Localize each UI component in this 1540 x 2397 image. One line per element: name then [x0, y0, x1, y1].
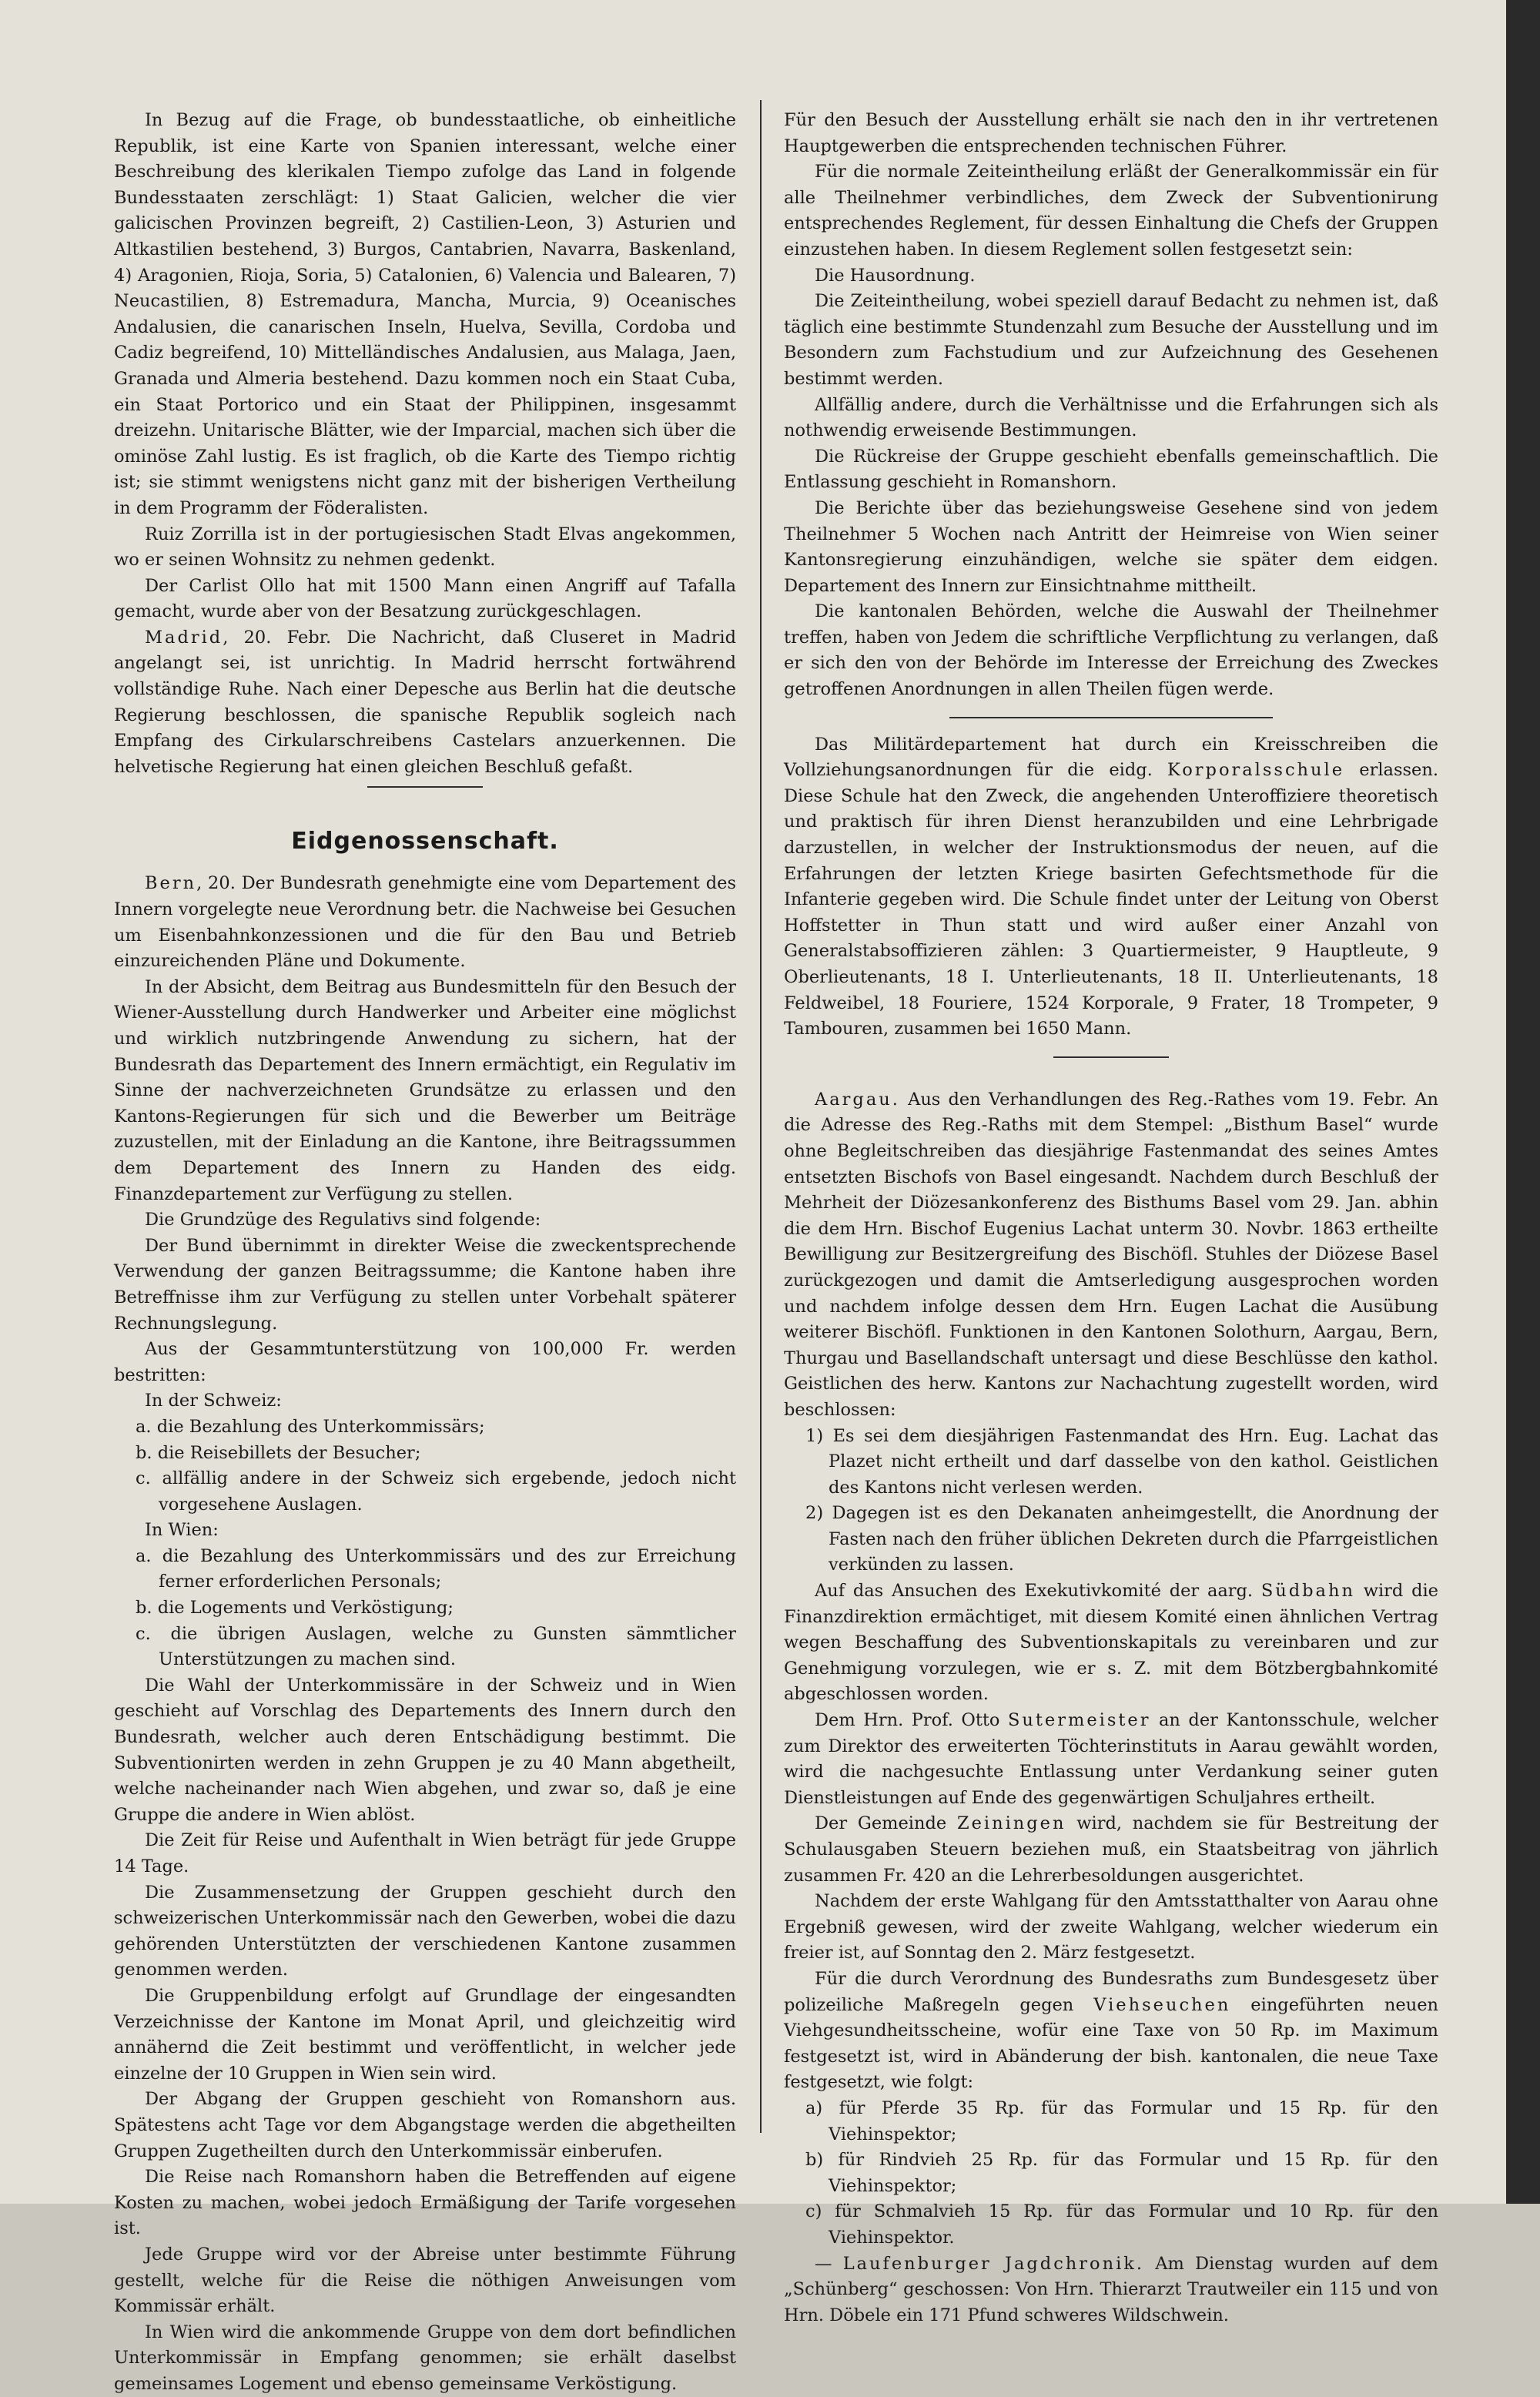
left-column: [114, 108, 736, 2397]
viehseuchen-term: Viehseuchen: [1093, 1994, 1231, 2015]
resolution-item: 1) Es sei dem diesjährigen Fastenmandat des Hrn. Eug. Lachat das Plazet nicht ertheilt und darf dasselbe von den kathol. Geistlichen des Kantons nicht verlesen werden.: [805, 1425, 1438, 1498]
schedule-item: Die Zeiteintheilung, wobei speziell darauf Bedacht zu nehmen ist, daß täglich eine bestimmte Stundenzahl zum Besuche der Ausstellung und im Besondern zum Fachstudium und zur Aufzeichnung des Gesehenen bestimmt werden.: [784, 291, 1438, 389]
hunting-text: Am Dienstag wurden auf dem „Schünberg“ geschossen: Von Hrn. Thierarzt Trautweiler ein 115 und von Hrn. Döbele ein 171 Pfund schweres Wildschwein.: [784, 2253, 1438, 2325]
hunting-paragraph: [784, 2251, 1438, 2329]
sutermeister-paragraph: [784, 1708, 1438, 1811]
obligation-paragraph: Die kantonalen Behörden, welche die Auswahl der Theilnehmer treffen, haben von Jedem die schriftliche Verpflichtung zu verlangen, daß er sich den von der Behörde im Interesse der Erreichung des Zweckes getroffenen Anordnungen in allen Theilen fügen werde.: [784, 601, 1438, 700]
groups-composition-paragraph: Die Zusammensetzung der Gruppen geschieht durch den schweizerischen Unterkommissär nach den Gewerben, wobei die dazu gehörenden Unterstützten der verschiedenen Kantone zusammen genommen werden.: [114, 1882, 736, 1980]
sutermeister-name: Sutermeister: [1007, 1710, 1151, 1731]
switzerland-label: In der Schweiz:: [145, 1391, 282, 1411]
livestock-text: Für die durch Verordnung des Bundesraths zum Bundesgesetz über polizeiliche Maßregeln gegen: [784, 1968, 1438, 2015]
madrid-text: , 20. Febr. Die Nachricht, daß Cluseret in Madrid angelangt sei, ist unrichtig. In Madrid herrscht fortwährend vollständige Ruhe. Nach einer Depesche aus Berlin hat die deutsche Regierung beschlossen, die spanische Republik sogleich nach Empfang des Cirkularschreibens Castelars anzuerkennen. Die helvetische Regierung hat einen gleichen Beschluß gefaßt.: [114, 627, 736, 777]
commissioner-paragraph: Die Wahl der Unterkommissäre in der Schweiz und in Wien geschieht auf Vorschlag des Departements des Innern durch den Bundesrath, welcher auch deren Entschädigung bestimmt. Die Subventionirten werden in zehn Gruppen je zu 40 Mann abgetheilt, welche nacheinander nach Wien abgehen, und zwar so, daß je eine Gruppe die andere in Wien ablöst.: [114, 1675, 736, 1825]
suedbahn-term: Südbahn: [1260, 1581, 1355, 1602]
bern-text: , 20. Der Bundesrath genehmigte eine vom Departement des Innern vorgelegte neue Verordnung betr. die Nachweise bei Gesuchen um Eisenbahnkonzessionen und die für den Bau und Betrieb einzureichenden Pläne und Dokumente.: [114, 873, 736, 972]
dateline-aargau: Aargau.: [815, 1089, 900, 1110]
house-rules-item: Die Hausordnung.: [815, 265, 976, 286]
zeiningen-name: Zeiningen: [956, 1813, 1066, 1834]
list-item: b. die Logements und Verköstigung;: [136, 1598, 454, 1619]
list-item: a. die Bezahlung des Unterkommissärs;: [136, 1416, 485, 1437]
reglement-paragraph: Für die normale Zeiteintheilung erläßt der Generalkommissär ein für alle Theilnehmer verbindliches, dem Zweck der Subventionirung entsprechendes Reglement, für dessen Einhaltung die Chefs der Gruppen einzustehen haben. In diesem Reglement sollen festgesetzt sein:: [784, 162, 1438, 259]
vienna-exhibition-paragraph: In der Absicht, dem Beitrag aus Bundesmitteln für den Besuch der Wiener-Ausstellung durch Handwerker und Arbeiter eine möglichst und wirklich nutzbringende Anwendung zu sichern, hat der Bundesrath das Departement des Innern ermächtigt, ein Regulativ im Sinne der nachverzeichneten Grundsätze zu erlassen und den Kantons-Regierungen für sich und die Bewerber um Beiträge zuzustellen, mit der Einladung an die Kantone, ihre Beitragssummen dem Departement des Innern zu Handen des eidg. Finanzdepartement zur Verfügung zu stellen.: [114, 976, 736, 1204]
group-leader-paragraph: Jede Gruppe wird vor der Abreise unter bestimmte Führung gestellt, welche für die Reise die nöthigen Anweisungen vom Kommissär erhält.: [114, 2244, 736, 2317]
section-heading-eidgenossenschaft: Eidgenossenschaft.: [291, 828, 559, 855]
tax-item: a) für Pferde 35 Rp. für das Formular und 15 Rp. für den Viehinspektor;: [805, 2097, 1438, 2144]
resolution-item: 2) Dagegen ist es den Dekanaten anheimgestellt, die Anordnung der Fasten nach den früher üblichen Dekreten durch die Pfarrgeistlichen verkünden zu lassen.: [805, 1503, 1438, 1575]
korporalsschule-term: Korporalsschule: [1167, 760, 1345, 781]
military-paragraph: [784, 732, 1438, 1043]
regulativ-intro: Die Grundzüge des Regulativs sind folgende:: [145, 1210, 541, 1230]
carlist-paragraph: Der Carlist Ollo hat mit 1500 Mann einen Angriff auf Tafalla gemacht, wurde aber von der Besatzung zurückgeschlagen.: [114, 575, 736, 622]
return-paragraph: Die Rückreise der Gruppe geschieht ebenfalls gemeinschaftlich. Die Entlassung geschieht in Romanshorn.: [784, 446, 1438, 493]
vienna-label: In Wien:: [145, 1520, 219, 1541]
zorrilla-paragraph: Ruiz Zorrilla ist in der portugiesischen Stadt Elvas angekommen, wo er seinen Wohnsitz zu nehmen gedenkt.: [114, 524, 736, 571]
sutermeister-text: Dem Hrn. Prof. Otto: [815, 1710, 1008, 1731]
sutermeister-text-cont: an der Kantonsschule, welcher zum Direktor des erweiterten Töchterinstituts in Aarau gewählt worden, wird die nachgesuchte Entlassung unter Verdankung seiner guten Dienstleistungen auf Ende des gegenwärtigen Schuljahres ertheilt.: [784, 1710, 1439, 1808]
other-rules-item: Allfällig andere, durch die Verhältnisse und die Erfahrungen sich als nothwendig erweisende Bestimmungen.: [784, 394, 1438, 441]
vienna-reception-paragraph: In Wien wird die ankommende Gruppe von dem dort befindlichen Unterkommissär in Empfang genommen; sie erhält daselbst gemeinsames Logement und ebenso gemeinsame Verköstigung.: [114, 2322, 736, 2394]
column-divider: [760, 100, 762, 2133]
suedbahn-paragraph: [784, 1578, 1438, 1708]
bund-paragraph: Der Bund übernimmt in direkter Weise die zweckentsprechende Verwendung der ganzen Beitragssumme; die Kantone haben ihre Betreffnisse ihm zur Verfügung zu stellen unter Vorbehalt späterer Rechnungslegung.: [114, 1235, 736, 1334]
duration-paragraph: Die Zeit für Reise und Aufenthalt in Wien beträgt für jede Gruppe 14 Tage.: [114, 1830, 736, 1876]
departure-paragraph: Der Abgang der Gruppen geschieht von Romanshorn aus. Spätestens acht Tage vor dem Abgangstage werden die abgetheilten Gruppen Zugetheilten durch den Unterkommissär einberufen.: [114, 2089, 736, 2161]
military-text-cont: erlassen. Diese Schule hat den Zweck, die angehenden Unteroffiziere theoretisch und praktisch für ihren Dienst heranzubilden und eine Lehrbrigade darzustellen, in welcher der Instruktionsmodus der neuen, auf die Erfahrungen der letzten Kriege basirten Gefechtsmethode für die Infanterie gegeben wird. Die Schule findet unter der Leitung von Oberst Hoffstetter in Thun statt und wird außer einer Anzahl von Generalstabsoffizieren zählen: 3 Quartiermeister, 9 Hauptleute, 9 Oberlieutenants, 18 I. Unterlieutenants, 18 II. Unterlieutenants, 18 Feldweibel, 18 Fouriere, 1524 Korporale, 9 Frater, 18 Trompeter, 9 Tambouren, zusammen bei 1650 Mann.: [784, 760, 1438, 1039]
travel-costs-paragraph: Die Reise nach Romanshorn haben die Betreffenden auf eigene Kosten zu machen, wobei jedoch Ermäßigung der Tarife vorgesehen ist.: [114, 2167, 736, 2239]
list-item: c. die übrigen Auslagen, welche zu Gunsten sämmtlicher Unterstützungen zu machen sind.: [136, 1623, 736, 1670]
aargau-paragraph: [784, 1087, 1438, 1424]
guides-paragraph: Für den Besuch der Ausstellung erhält sie nach den in ihr vertretenen Hauptgewerben die entsprechenden technischen Führer.: [784, 110, 1438, 156]
aargau-text: Aus den Verhandlungen des Reg.-Rathes vom 19. Febr. An die Adresse des Reg.-Raths mit dem Stempel: „Bisthum Basel“ wurde ohne Begleitschreiben das diesjährige Fastenmandat des seines Amtes entsetzten Bischofs von Basel eingesandt. Nachdem durch Beschluß der Mehrheit der Diözesankonferenz des Bisthums Basel vom 29. Jan. abhin die dem Hrn. Bischof Eugenius Lachat unterm 30. Novbr. 1863 ertheilte Bewilligung zur Besitzergreifung des Bischöfl. Stuhles der Diözese Basel zurückgezogen und damit die Amtserledigung ausgesprochen worden und nachdem infolge dessen dem Hrn. Eugen Lachat die Ausübung weiterer Bischöfl. Funktionen in den Kantonen Solothurn, Aargau, Bern, Thurgau und Basellandschaft untersagt und diese Beschlüsse den kathol. Geistlichen des herw. Kantons zur Nachachtung zugestellt worden, wird beschlossen:: [784, 1089, 1438, 1420]
funding-paragraph: Aus der Gesammtunterstützung von 100,000 Fr. werden bestritten:: [114, 1339, 736, 1385]
dateline-bern: Bern: [145, 873, 197, 894]
list-item: b. die Reisebillets der Besucher;: [136, 1442, 421, 1463]
suedbahn-text-cont: wird die Finanzdirektion ermächtiget, mit diesem Komité einen ähnlichen Vertrag wegen Beschaffung des Subventionskapitals zu vereinbaren und zur Genehmigung vorzulegen, wie er s. Z. mit dem Bötzbergbahnkomité abgeschlossen worden.: [784, 1581, 1438, 1705]
list-item: a. die Bezahlung des Unterkommissärs und des zur Erreichung ferner erforderlichen Personals;: [136, 1545, 736, 1592]
madrid-paragraph: [114, 625, 736, 781]
groups-formation-paragraph: Die Gruppenbildung erfolgt auf Grundlage der eingesandten Verzeichnisse der Kantone im Monat April, und gleichzeitig wird annähernd die Zeit bestimmt und veröffentlicht, in welcher jede einzelne der 10 Gruppen in Wien sein wird.: [114, 1985, 736, 2084]
zeiningen-paragraph: [784, 1811, 1438, 1889]
section-separator: [367, 786, 483, 788]
scan-edge: [1506, 0, 1540, 2204]
election-paragraph: Nachdem der erste Wahlgang für den Amtsstatthalter von Aarau ohne Ergebniß gewesen, wird der zweite Wahlgang, welcher wiederum ein freier ist, auf Sonntag den 2. März festgesetzt.: [784, 1891, 1438, 1963]
list-item: c. allfällig andere in der Schweiz sich ergebende, jedoch nicht vorgesehene Auslagen.: [136, 1468, 736, 1515]
section-separator: [949, 717, 1273, 718]
tax-item: c) für Schmalvieh 15 Rp. für das Formular und 10 Rp. für den Viehinspektor.: [805, 2201, 1438, 2248]
livestock-paragraph: [784, 1967, 1438, 2096]
military-text: Das Militärdepartement hat durch ein Kreisschreiben die Vollziehungsanordnungen für die eidg.: [784, 734, 1438, 781]
zeiningen-text: Der Gemeinde: [815, 1813, 957, 1834]
hunting-dash: —: [815, 2253, 843, 2274]
spain-map-paragraph: In Bezug auf die Frage, ob bundesstaatliche, ob einheitliche Republik, ist eine Karte von Spanien interessant, welche einer Beschreibung des klerikalen Tiempo zufolge das Land in folgende Bundesstaaten zerschlägt: 1) Staat Galicien, welcher die vier galicischen Provinzen begreift, 2) Castilien-Leon, 3) Asturien und Altkastilien bestehend, 3) Burgos, Cantabrien, Navarra, Baskenland, 4) Aragonien, Rioja, Soria, 5) Catalonien, 6) Valencia und Balearen, 7) Neucastilien, 8) Estremadura, Mancha, Murcia, 9) Oceanisches Andalusien, die canarischen Inseln, Huelva, Sevilla, Cordoba und Cadiz begreifend, 10) Mittelländisches Andalusien, aus Malaga, Jaen, Granada und Almeria bestehend. Dazu kommen noch ein Staat Cuba, ein Staat Portorico und ein Staat der Philippinen, insgesammt dreizehn. Unitarische Blätter, wie der Imparcial, machen sich über die ominöse Zahl lustig. Es ist fraglich, ob die Karte des Tiempo richtig ist; sie stimmt wenigstens nicht ganz mit der bisherigen Vertheilung in dem Programm der Föderalisten.: [114, 110, 736, 518]
reports-paragraph: Die Berichte über das beziehungsweise Gesehene sind von jedem Theilnehmer 5 Wochen nach Antritt der Heimreise von Wien seiner Kantonsregierung einzuhändigen, welche sie später dem eidgen. Departement des Innern zur Einsichtnahme mittheilt.: [784, 497, 1438, 596]
dateline-madrid: Madrid: [145, 627, 223, 648]
suedbahn-text: Auf das Ansuchen des Exekutivkomité der aarg.: [815, 1581, 1261, 1602]
hunting-title: Laufenburger Jagdchronik.: [842, 2253, 1145, 2274]
bern-paragraph: [114, 871, 736, 974]
section-separator: [1053, 1056, 1169, 1058]
zeiningen-text-cont: wird, nachdem sie für Bestreitung der Schulausgaben Steuern beziehen muß, ein Staatsbeitrag von jährlich zusammen Fr. 420 an die Lehrerbesoldungen ausgerichtet.: [784, 1813, 1439, 1886]
right-column: [784, 108, 1438, 2328]
tax-item: b) für Rindvieh 25 Rp. für das Formular und 15 Rp. für den Viehinspektor;: [805, 2150, 1438, 2196]
livestock-text-cont: eingeführten neuen Viehgesundheitsscheine, wofür eine Taxe von 50 Rp. im Maximum festgesetzt ist, wird in Abänderung der bish. kantonalen, die neue Taxe festgesetzt, wie folgt:: [784, 1994, 1438, 2093]
